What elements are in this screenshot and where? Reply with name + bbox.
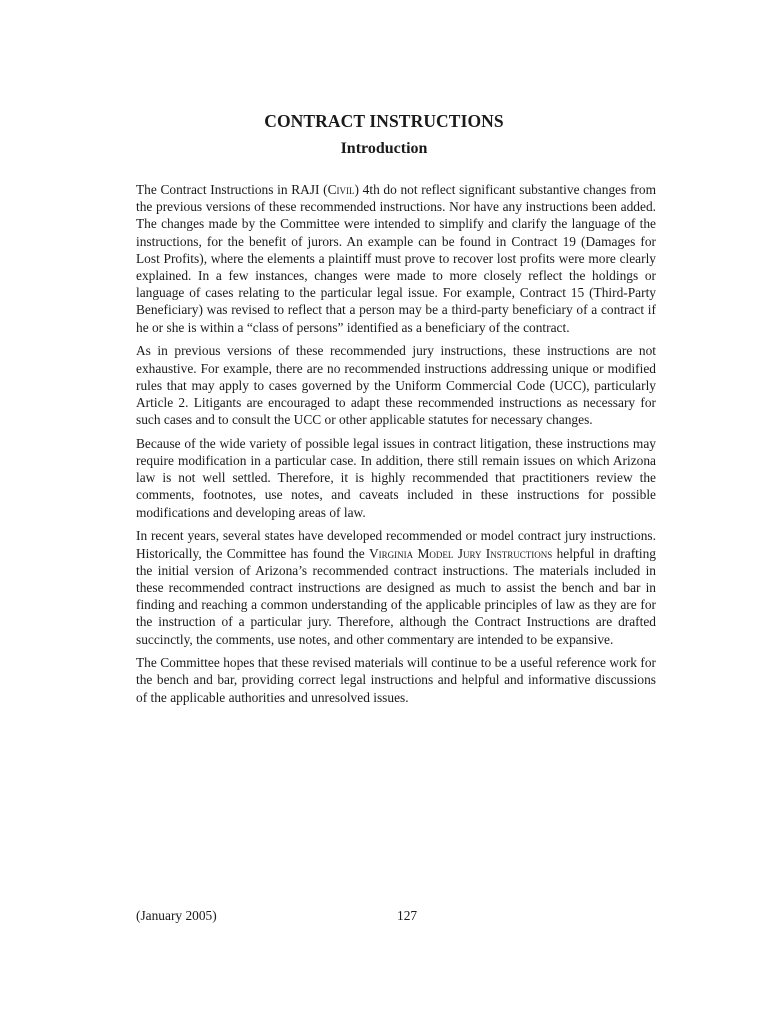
text-segment-small-caps: Virginia Model Jury Instructions xyxy=(369,545,553,561)
text-segment: The Committee hopes that these revised materials will continue to be a useful reference work for the bench and bar, providing correct legal instructions and helpful and informative discussions of the applicable authorities and unresolved issues. xyxy=(136,655,656,705)
text-segment: In recent years, several states have developed recommended or model contract jury instructions. Historically, the Committee has found the xyxy=(136,528,656,561)
footer-date: (January 2005) xyxy=(136,908,217,923)
paragraph-4 xyxy=(136,527,656,647)
text-segment: helpful in drafting the initial version of Arizona’s recommended contract instructions. The materials included in these recommended contract instructions are designed as much to assist the bench and bar in finding and reaching a common understanding of the applicable principles of law as they are for the instruction of a particular jury. Therefore, although the Contract Instructions are drafted succinctly, the comments, use notes, and other commentary are intended to be expansive. xyxy=(136,545,656,647)
body-text xyxy=(136,181,656,712)
section-subtitle: Introduction xyxy=(340,140,428,157)
text-segment: As in previous versions of these recommended jury instructions, these instructions are not exhaustive. For example, there are no recommended instructions addressing unique or modified rules that may apply to cases governed by the Uniform Commercial Code (UCC), particularly Article 2. Litigants are encouraged to adapt these recommended instructions as necessary for such cases and to consult the UCC or other applicable statutes for necessary changes. xyxy=(136,343,656,428)
text-segment: Because of the wide variety of possible legal issues in contract litigation, these instructions may require modification in a particular case. In addition, there still remain issues on which Arizona law is not well settled. Therefore, it is highly recommended that practitioners review the comments, footnotes, use notes, and caveats included in these instructions for possible modifications and developing areas of law. xyxy=(136,435,656,520)
page-number: 127 xyxy=(397,908,418,923)
page-title: CONTRACT INSTRUCTIONS xyxy=(264,111,504,131)
paragraph-2 xyxy=(136,342,656,428)
text-segment: ) 4th do not reflect significant substantive changes from the previous versions of these recommended instructions. Nor have any instructions been added. The changes made by the Committee were intended to simplify and clarify the language of the instructions, for the benefit of jurors. An example can be found in Contract 19 (Damages for Lost Profits), where the elements a plaintiff must prove to recover lost profits were more clearly explained. In a few instances, changes were made to more closely reflect the holdings or language of cases relating to the particular legal issue. For example, Contract 15 (Third-Party Beneficiary) was revised to reflect that a person may be a third-party beneficiary of a contract if he or she is within a “class of persons” identified as a beneficiary of the contract. xyxy=(136,182,656,335)
paragraph-1 xyxy=(136,181,656,336)
paragraph-3 xyxy=(136,435,656,521)
text-segment-small-caps: Civil xyxy=(327,182,355,197)
paragraph-5 xyxy=(136,654,656,706)
text-segment: The Contract Instructions in RAJI ( xyxy=(136,182,328,197)
